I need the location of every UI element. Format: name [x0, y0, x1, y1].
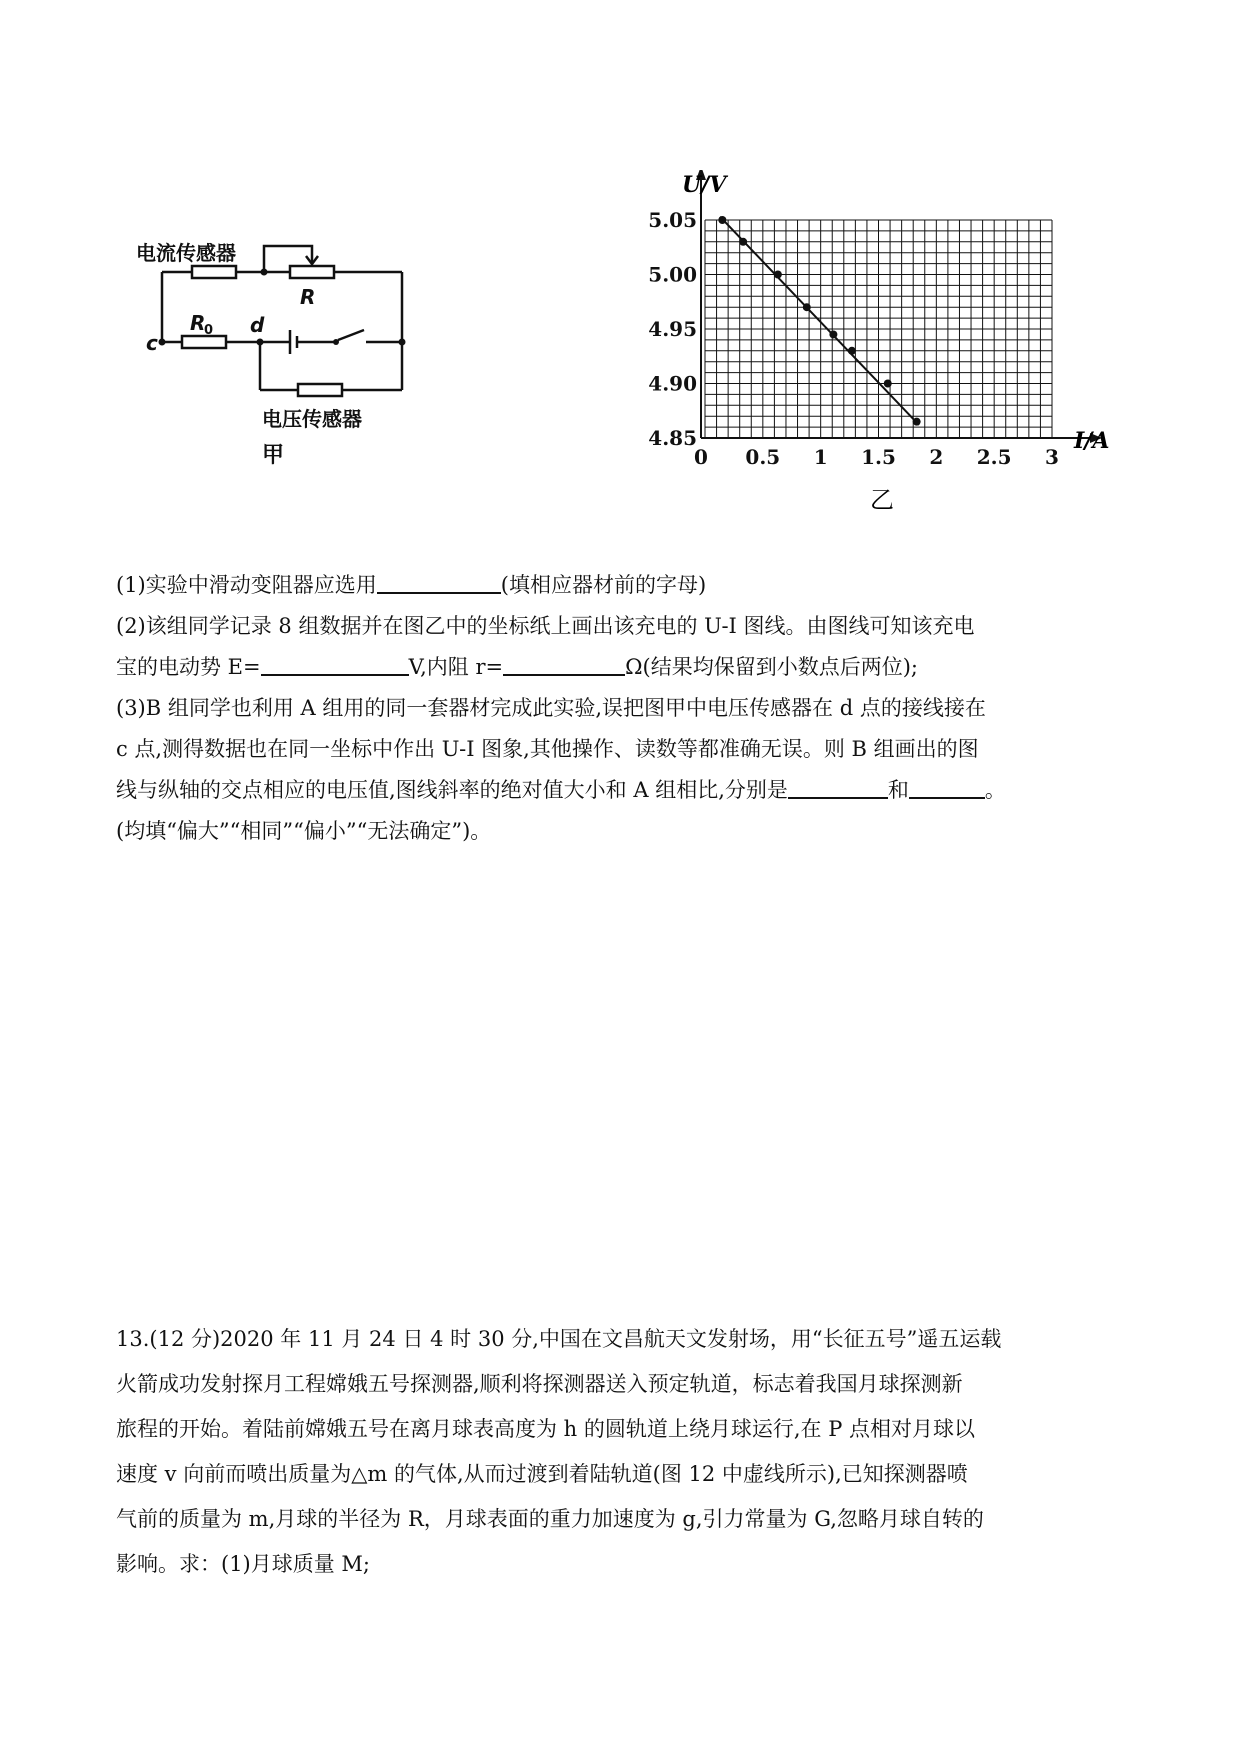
x-tick-label: 3 [1045, 445, 1059, 469]
question-2-line2 [116, 649, 1136, 685]
x-axis-label: I/A [1074, 428, 1110, 454]
q1-text: (1)实验中滑动变阻器应选用 [116, 573, 377, 597]
problem-13-line1: 13.(12 分)2020 年 11 月 24 日 4 时 30 分,中国在文昌航天文发射场，用“长征五号”遥五运载 [116, 1327, 1002, 1351]
x-tick-label: 2 [929, 445, 944, 469]
voltage-sensor-label: 电压传感器 [262, 407, 362, 431]
y-tick-label: 4.95 [648, 317, 697, 341]
problem-13-line5: 气前的质量为 m,月球的半径为 R，月球表面的重力加速度为 g,引力常量为 G,忽略月球自转的 [116, 1507, 984, 1531]
data-point [884, 380, 892, 388]
rheostat-label: R [300, 285, 316, 309]
emf-answer-blank[interactable] [261, 652, 409, 676]
data-point [774, 271, 782, 279]
data-point [913, 418, 921, 426]
node-d-label: d [250, 313, 265, 337]
q2-resistance-text: V,内阻 r= [408, 655, 504, 679]
data-point [803, 303, 811, 311]
y-tick-label: 5.05 [648, 208, 697, 232]
q1-answer-blank[interactable] [377, 570, 501, 594]
q3-period: 。 [984, 778, 1006, 802]
voltage-sensor-resistor [298, 384, 342, 396]
figure-yi-caption: 乙 [870, 486, 894, 514]
rheostat-r [290, 266, 334, 278]
resistance-answer-blank[interactable] [503, 652, 625, 676]
question-3-line2: c 点,测得数据也在同一坐标中作出 U-I 图象,其他操作、读数等都准确无误。则 B 组画出的图 [116, 737, 979, 761]
x-tick-label: 1.5 [861, 445, 896, 469]
problem-13-line3: 旅程的开始。着陆前嫦娥五号在离月球表高度为 h 的圆轨道上绕月球运行,在 P 点相对月球以 [116, 1417, 976, 1441]
q1-tail: (填相应器材前的字母) [500, 573, 707, 597]
node-c-label: c [146, 331, 158, 355]
q3-and: 和 [887, 778, 909, 802]
x-tick-label: 2.5 [976, 445, 1012, 469]
figure-jia-caption: 甲 [262, 443, 285, 468]
current-sensor-label: 电流传感器 [136, 241, 236, 265]
current-sensor-resistor [192, 266, 236, 278]
x-tick-label: 1 [813, 445, 828, 469]
question-3-line1: (3)B 组同学也利用 A 组用的同一套器材完成此实验,误把图甲中电压传感器在 d 点的接线接在 [116, 696, 986, 720]
question-3-line3 [116, 772, 1136, 808]
x-tick-label: 0.5 [745, 445, 781, 469]
question-3-line4: (均填“偏大”“相同”“偏小”“无法确定”)。 [116, 819, 492, 843]
intercept-answer-blank[interactable] [788, 775, 888, 799]
problem-13-line6: 影响。求：(1)月球质量 M; [116, 1552, 370, 1576]
ui-chart-yi [640, 170, 1120, 520]
slope-answer-blank[interactable] [909, 775, 985, 799]
circuit-figure-jia [120, 240, 420, 520]
data-point [739, 238, 747, 246]
question-2-line1: (2)该组同学记录 8 组数据并在图乙中的坐标纸上画出该充电的 U-I 图线。由图线可知该充电 [116, 614, 975, 638]
q3-line3-text: 线与纵轴的交点相应的电压值,图线斜率的绝对值大小和 A 组相比,分别是 [116, 778, 788, 802]
r0-label: R [190, 311, 206, 335]
question-1 [116, 567, 1136, 603]
data-point [718, 216, 726, 224]
data-point [829, 330, 837, 338]
y-axis-label: U/V [682, 172, 727, 198]
r0-subscript: 0 [204, 323, 214, 338]
problem-13-line4: 速度 v 向前而喷出质量为△m 的气体,从而过渡到着陆轨道(图 12 中虚线所示),已知探测器喷 [116, 1462, 968, 1486]
problem-13-line2: 火箭成功发射探月工程嫦娥五号探测器,顺利将探测器送入预定轨道，标志着我国月球探测新 [116, 1372, 963, 1396]
fit-line [720, 217, 919, 425]
y-tick-label: 4.85 [648, 426, 697, 450]
q2-emf-text: 宝的电动势 E= [116, 655, 261, 679]
data-point [848, 347, 856, 355]
q2-tail: Ω(结果均保留到小数点后两位); [625, 655, 918, 679]
y-tick-label: 5.00 [648, 262, 697, 287]
y-tick-label: 4.90 [648, 371, 697, 396]
x-tick-label: 0 [694, 445, 708, 469]
